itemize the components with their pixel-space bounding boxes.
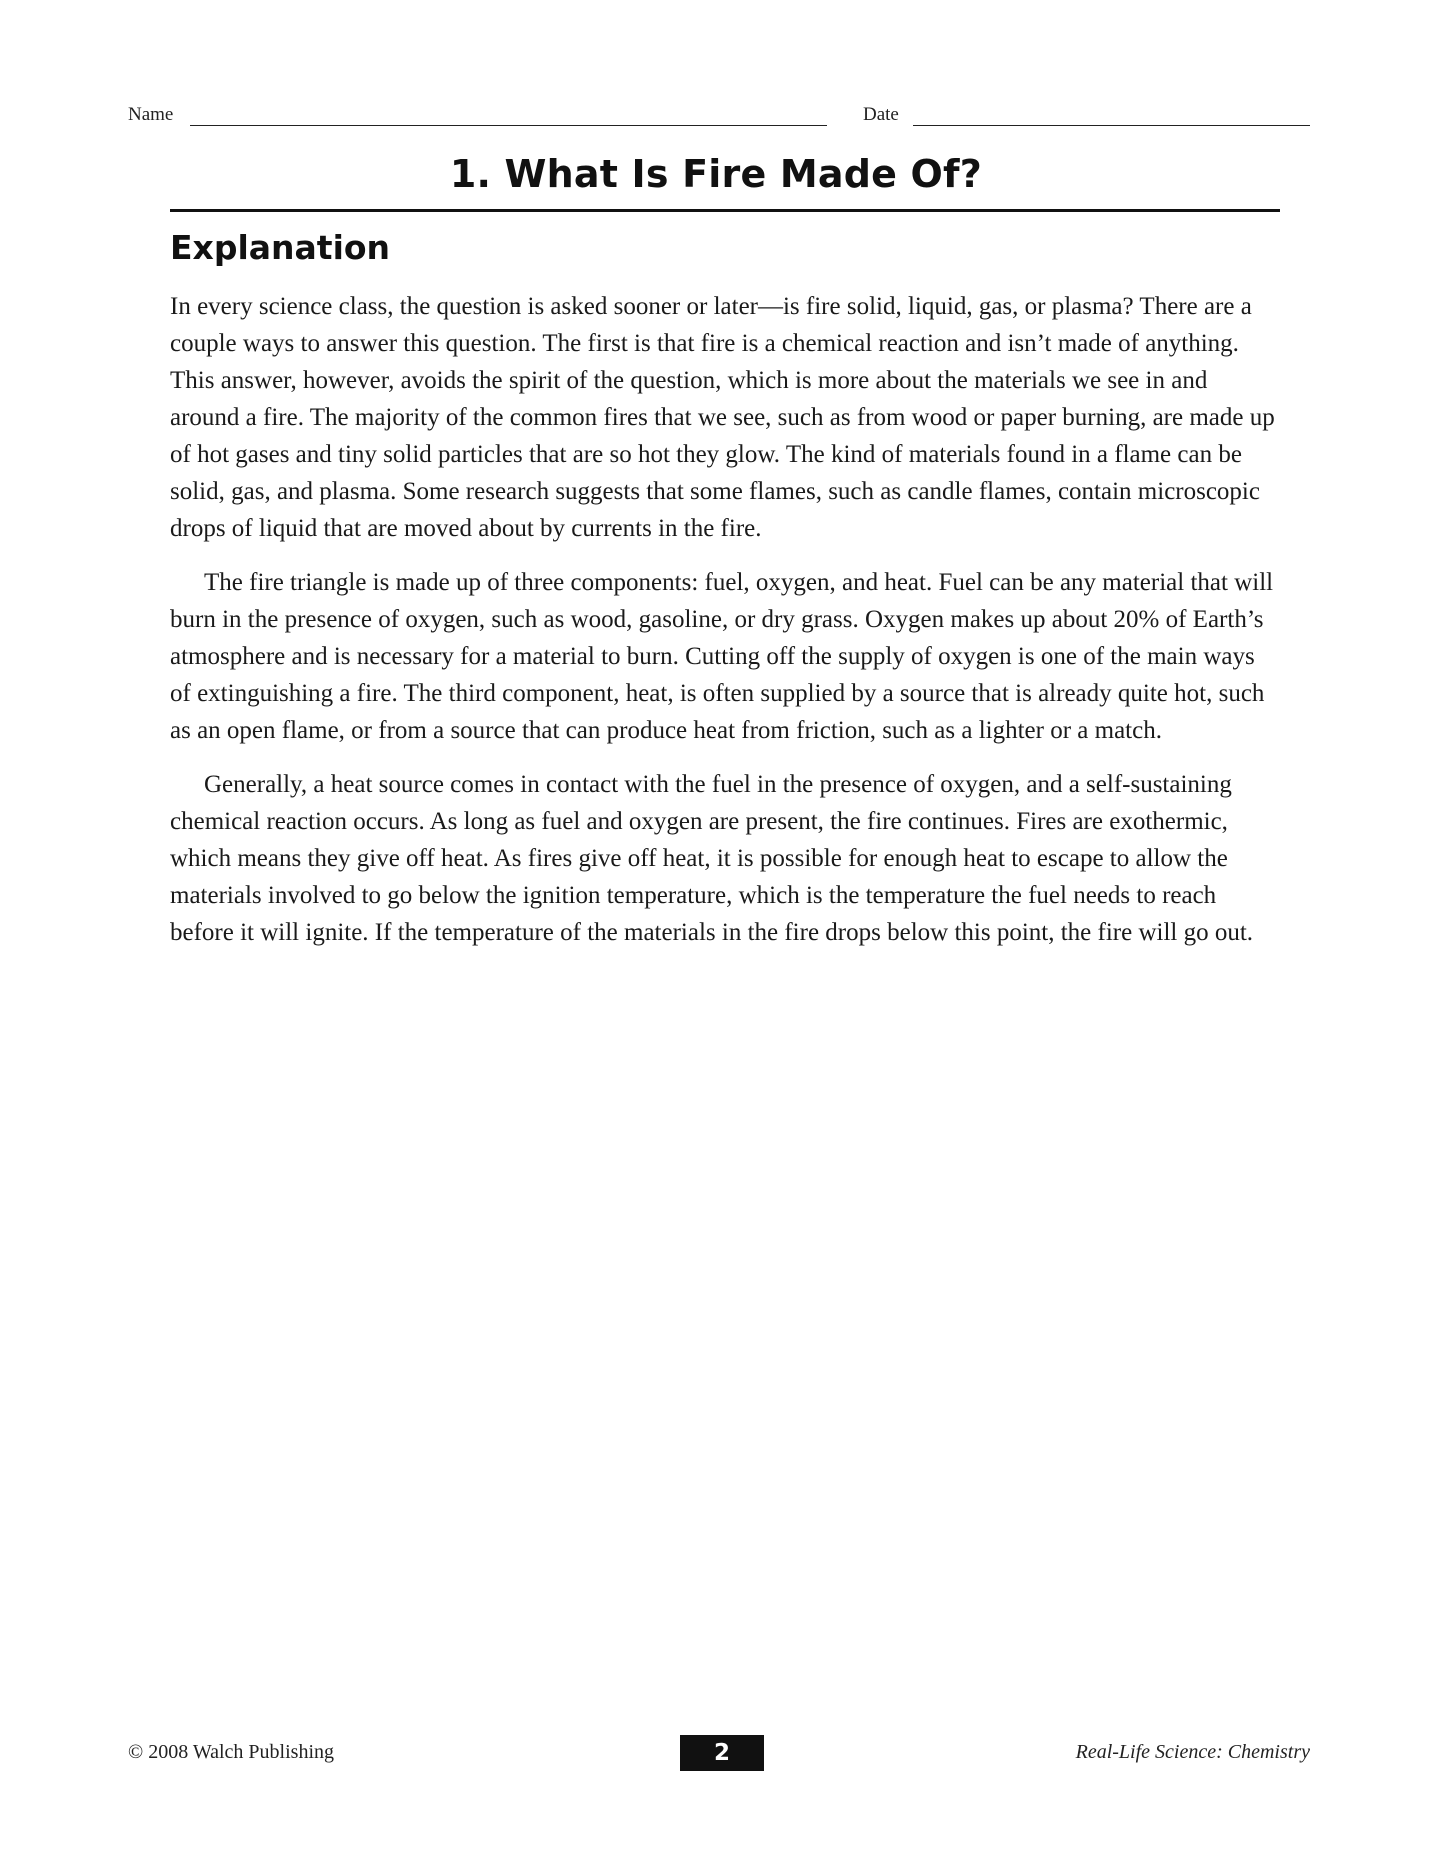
page-title — [170, 152, 1280, 196]
paragraph-2: The fire triangle is made up of three components: fuel, oxygen, and heat. Fuel can be any material that will burn in the presence of oxygen, such as wood, gasoline, or dry grass. Oxygen makes up about 20% of Earth’s atmosphere and is necessary for a material to burn. Cutting off the supply of oxygen is one of the main ways of extinguishing a fire. The third component, heat, is often supplied by a source that is already quite hot, such as an open flame, or from a source that can produce heat from friction, such as a lighter or a match. — [170, 569, 1274, 744]
paragraph-3: Generally, a heat source comes in contact with the fuel in the presence of oxygen, and a self-sustaining chemical reaction occurs. As long as fuel and oxygen are present, the fire continues. Fires are exothermic, which means they give off heat. As fires give off heat, it is possible for enough heat to escape to allow the materials involved to go below the ignition temperature, which is the temperature the fuel needs to reach before it will ignite. If the temperature of the materials in the fire drops below this point, the fire will go out. — [170, 771, 1254, 946]
paragraph-1: In every science class, the question is asked sooner or later—is fire solid, liquid, gas, or plasma? There are a couple ways to answer this question. The first is that fire is a chemical reaction and isn’t made of anything. This answer, however, avoids the spirit of the question, which is more about the materials we see in and around a fire. The majority of the common fires that we see, such as from wood or paper burning, are made up of hot gases and tiny solid particles that are so hot they glow. The kind of materials found in a flame can be solid, gas, and plasma. Some research suggests that some flames, such as candle flames, contain microscopic drops of liquid that are moved about by currents in the fire. — [170, 293, 1275, 542]
page-title-text: 1. What Is Fire Made Of? — [449, 152, 982, 196]
section-heading: Explanation — [170, 228, 391, 267]
name-blank-line[interactable] — [190, 125, 827, 126]
date-label: Date — [863, 104, 899, 125]
copyright-notice: © 2008 Walch Publishing — [128, 1741, 334, 1763]
page-footer — [128, 1735, 1310, 1775]
book-title: Real-Life Science: Chemistry — [1075, 1741, 1310, 1763]
name-date-row — [128, 102, 1310, 132]
name-label: Name — [128, 104, 174, 125]
body-text — [170, 288, 1280, 968]
date-blank-line[interactable] — [913, 125, 1310, 126]
page-number-badge: 2 — [680, 1735, 764, 1771]
title-divider — [170, 209, 1280, 212]
